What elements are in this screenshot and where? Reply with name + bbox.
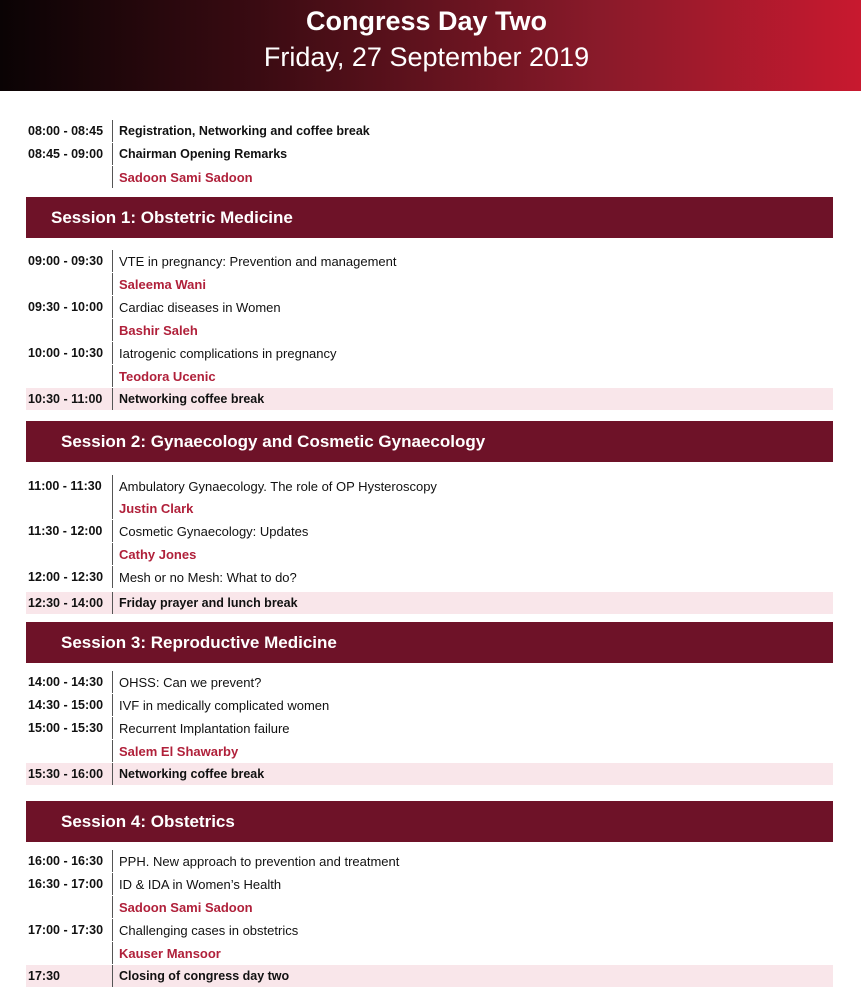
agenda-row [26,850,833,872]
speaker-name: Salem El Shawarby [119,744,239,759]
time-slot: 09:30 - 10:00 [28,300,104,314]
divider [112,296,113,318]
talk-title: Iatrogenic complications in pregnancy [119,346,337,361]
divider [112,694,113,716]
divider [112,942,113,964]
time-slot: 16:00 - 16:30 [28,854,104,868]
divider [112,520,113,542]
speaker-name: Sadoon Sami Sadoon [119,900,253,915]
divider [112,273,113,295]
talk-title: ID & IDA in Women’s Health [119,877,282,892]
divider [112,566,113,588]
speaker-name: Bashir Saleh [119,323,198,338]
time-slot: 12:00 - 12:30 [28,570,104,584]
agenda-row [26,717,833,739]
agenda-row [26,475,833,497]
divider [112,342,113,364]
divider [112,497,113,519]
break-row [26,763,833,785]
divider [112,896,113,918]
agenda-row [26,497,833,519]
time-slot: 09:00 - 09:30 [28,254,104,268]
agenda-row [26,520,833,542]
agenda-row [26,250,833,272]
talk-title: Cosmetic Gynaecology: Updates [119,524,309,539]
agenda-row [26,896,833,918]
agenda-row [26,919,833,941]
divider [112,166,113,188]
talk-title: Recurrent Implantation failure [119,721,290,736]
session-header [26,421,833,462]
divider [112,965,113,987]
time-slot: 17:30 [28,969,60,983]
break-label: Friday prayer and lunch break [119,596,298,610]
break-label: Networking coffee break [119,767,265,781]
agenda-row [26,166,833,188]
divider [112,592,113,614]
divider [112,543,113,565]
session-title: Session 1: Obstetric Medicine [51,208,293,227]
page-title: Congress Day Two [305,6,548,36]
agenda-row [26,365,833,387]
talk-title: Cardiac diseases in Women [119,300,281,315]
time-slot: 08:00 - 08:45 [28,124,104,138]
time-slot: 10:00 - 10:30 [28,346,104,360]
break-row [26,592,833,614]
divider [112,319,113,341]
agenda-row [26,342,833,364]
time-slot: 17:00 - 17:30 [28,923,104,937]
speaker-name: Sadoon Sami Sadoon [119,170,253,185]
agenda-row [26,873,833,895]
talk-title: OHSS: Can we prevent? [119,675,262,690]
session-title: Session 4: Obstetrics [61,812,235,831]
agenda-row [26,942,833,964]
agenda-row [26,694,833,716]
agenda-row [26,566,833,588]
agenda-row [26,740,833,762]
session-title: Session 3: Reproductive Medicine [61,633,337,652]
speaker-name: Teodora Ucenic [119,369,216,384]
time-slot: 16:30 - 17:00 [28,877,104,891]
speaker-name: Saleema Wani [119,277,206,292]
agenda-row [26,543,833,565]
agenda-row [26,143,833,165]
divider [112,850,113,872]
divider [112,475,113,497]
page-header [0,0,861,91]
time-slot: 08:45 - 09:00 [28,147,104,161]
speaker-name: Kauser Mansoor [119,946,221,961]
agenda-row [26,671,833,693]
talk-title: IVF in medically complicated women [119,698,330,713]
agenda-row [26,273,833,295]
talk-title: PPH. New approach to prevention and treatment [119,854,400,869]
agenda-row [26,120,833,142]
session-title: Session 2: Gynaecology and Cosmetic Gynaecology [61,432,486,451]
time-slot: 15:30 - 16:00 [28,767,104,781]
agenda-item: Registration, Networking and coffee break [119,124,370,138]
talk-title: Challenging cases in obstetrics [119,923,299,938]
time-slot: 11:00 - 11:30 [28,479,102,493]
session-header [26,197,833,238]
time-slot: 15:00 - 15:30 [28,721,104,735]
break-row [26,965,833,987]
talk-title: Mesh or no Mesh: What to do? [119,570,297,585]
talk-title: Ambulatory Gynaecology. The role of OP Hysteroscopy [119,479,437,494]
closing-label: Closing of congress day two [119,969,290,983]
break-row [26,388,833,410]
session-header [26,622,833,663]
speaker-name: Cathy Jones [119,547,197,562]
divider [112,143,113,165]
divider [112,388,113,410]
divider [112,919,113,941]
agenda-item: Chairman Opening Remarks [119,147,288,161]
time-slot: 12:30 - 14:00 [28,596,104,610]
divider [112,763,113,785]
time-slot: 14:30 - 15:00 [28,698,104,712]
session-header [26,801,833,842]
divider [112,717,113,739]
divider [112,250,113,272]
break-label: Networking coffee break [119,392,265,406]
divider [112,365,113,387]
page-date: Friday, 27 September 2019 [263,42,590,72]
agenda-row [26,296,833,318]
time-slot: 11:30 - 12:00 [28,524,103,538]
divider [112,120,113,142]
divider [112,740,113,762]
divider [112,873,113,895]
time-slot: 10:30 - 11:00 [28,392,103,406]
divider [112,671,113,693]
agenda-row [26,319,833,341]
speaker-name: Justin Clark [119,501,194,516]
time-slot: 14:00 - 14:30 [28,675,104,689]
talk-title: VTE in pregnancy: Prevention and management [119,254,397,269]
